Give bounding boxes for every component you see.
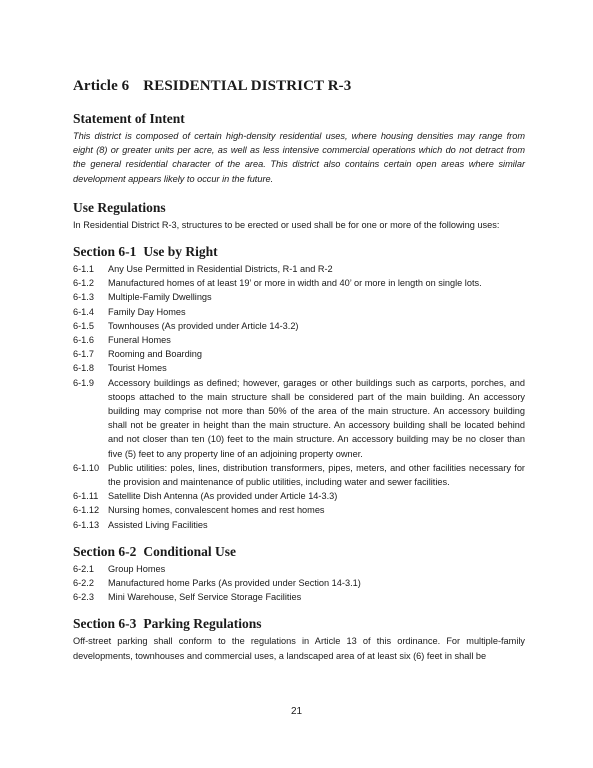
list-item	[73, 503, 525, 517]
item-code: 6-1.5	[73, 320, 94, 331]
item-text: Public utilities: poles, lines, distribution transformers, pipes, meters, and other facilities necessary for the provision and maintenance of public utilities, including water and sewer facilities.	[108, 462, 525, 488]
list-item	[73, 305, 525, 319]
use-regulations-heading: Use Regulations	[73, 199, 166, 215]
list-item	[73, 361, 525, 375]
item-code: 6-1.8	[73, 363, 94, 374]
item-text: Manufactured homes of at least 19’ or more in width and 40’ or more in length on single lots.	[108, 278, 482, 289]
item-text: Multiple-Family Dwellings	[108, 292, 212, 303]
section-title: Parking Regulations	[143, 616, 262, 632]
section-number: Section 6-1	[73, 244, 137, 260]
item-text: Assisted Living Facilities	[108, 519, 208, 530]
item-code: 6-2.3	[73, 592, 94, 603]
section-6-2-list	[73, 562, 525, 605]
item-text: Group Homes	[108, 563, 166, 574]
item-code: 6-1.9	[73, 377, 94, 388]
list-item	[73, 562, 525, 576]
list-item	[73, 461, 525, 489]
list-item	[73, 262, 525, 276]
page-number: 21	[290, 706, 303, 717]
section-6-1-heading	[73, 244, 525, 260]
use-regulations-text: In Residential District R-3, structures to be erected or used shall be for one or more of the following uses:	[73, 219, 500, 230]
section-number: Section 6-2	[73, 543, 137, 559]
list-item	[73, 489, 525, 503]
item-code: 6-1.1	[73, 264, 94, 275]
page-content	[73, 78, 525, 663]
list-item	[73, 576, 525, 590]
section-title: Conditional Use	[143, 543, 237, 559]
list-item	[73, 333, 525, 347]
item-text: Funeral Homes	[108, 335, 171, 346]
list-item	[73, 290, 525, 304]
item-text: Any Use Permitted in Residential Districts, R-1 and R-2	[108, 264, 333, 275]
list-item	[73, 518, 525, 532]
item-text: Manufactured home Parks (As provided under Section 14-3.1)	[108, 578, 361, 589]
section-6-2-heading	[73, 544, 525, 560]
section-number: Section 6-3	[73, 616, 137, 632]
item-text: Tourist Homes	[108, 363, 167, 374]
list-item	[73, 376, 525, 461]
item-text: Nursing homes, convalescent homes and rest homes	[108, 505, 325, 516]
intent-heading: Statement of Intent	[73, 111, 185, 126]
item-code: 6-1.6	[73, 335, 94, 346]
item-text: Mini Warehouse, Self Service Storage Facilities	[108, 592, 302, 603]
item-text: Townhouses (As provided under Article 14-3.2)	[108, 320, 299, 331]
section-6-1-list	[73, 262, 525, 532]
item-code: 6-1.7	[73, 349, 94, 360]
item-text: Family Day Homes	[108, 306, 186, 317]
item-text: Satellite Dish Antenna (As provided under Article 14-3.3)	[108, 491, 338, 502]
item-code: 6-2.1	[73, 563, 94, 574]
item-code: 6-1.2	[73, 278, 94, 289]
item-code: 6-2.2	[73, 578, 94, 589]
item-text: Accessory buildings as defined; however, garages or other buildings such as carports, porches, and stoops attached to the main structure shall be considered part of the main building. An accessory building may comprise not more than 50% of the area of the main structure. An accessory building shall not be greater in height than the main structure. An accessory building shall be located behind and not closer than ten (10) feet to the main structure. An accessory building may be no closer than five (5) feet to any property line of an adjoining property owner.	[108, 377, 525, 459]
section-6-3-heading	[73, 616, 525, 632]
section-6-3-text: Off-street parking shall conform to the regulations in Article 13 of this ordinance. For multiple-family developments, townhouses and commercial uses, a landscaped area of at least six (6) feet in shall be	[73, 636, 525, 661]
article-title: RESIDENTIAL DISTRICT R-3	[143, 78, 352, 94]
item-code: 6-1.3	[73, 292, 94, 303]
item-code: 6-1.11	[73, 491, 99, 502]
item-code: 6-1.4	[73, 306, 94, 317]
item-code: 6-1.12	[73, 505, 100, 516]
list-item	[73, 347, 525, 361]
item-code: 6-1.10	[73, 462, 100, 473]
article-number: Article 6	[73, 78, 130, 94]
article-heading	[73, 78, 525, 95]
intent-text: This district is composed of certain high-density residential uses, where housing densities may range from eight (8) or greater units per acre, as well as less intensive commercial operations which do not detract from the general residential character of the area. This district also contains certain open areas where similar development appears likely to occur in the future.	[73, 131, 525, 184]
list-item	[73, 590, 525, 604]
list-item	[73, 276, 525, 290]
section-title: Use by Right	[143, 244, 218, 260]
item-code: 6-1.13	[73, 519, 100, 530]
item-text: Rooming and Boarding	[108, 349, 202, 360]
list-item	[73, 319, 525, 333]
